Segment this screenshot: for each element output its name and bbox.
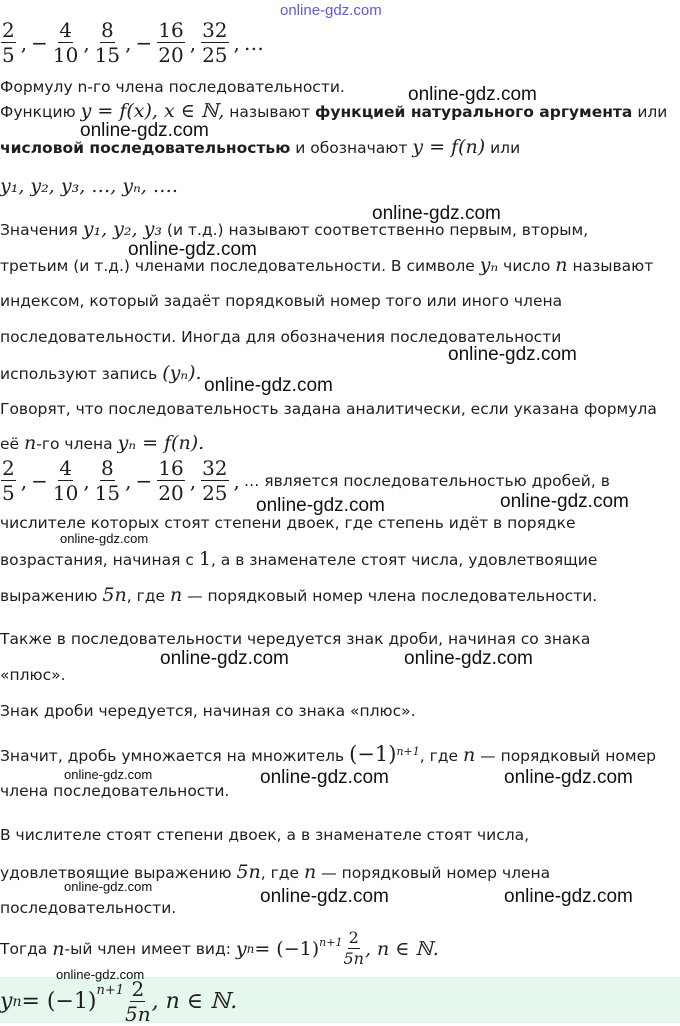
watermark: online-gdz.com (60, 531, 149, 546)
fraction-3: $\frac{8}{15}$ (94, 456, 121, 505)
fraction-2: $\frac{4}{10}$ (52, 456, 79, 505)
result-fraction: $\frac{2}{5n}$ (343, 928, 364, 968)
text-line: числителе которых стоят степени двоек, где степень идёт в порядке (0, 514, 576, 532)
text-line: Значения y₁, y₂, y₃ (и т.д.) называют соответственно первым, вторым, (0, 218, 589, 240)
text-line: Знак дроби чередуется, начиная со знака «плюс». (0, 702, 416, 720)
watermark: online-gdz.com (64, 879, 153, 894)
fraction-2: $\frac{4}{10}$ (52, 18, 79, 67)
watermark: online-gdz.com (56, 967, 145, 982)
fraction-5: $\frac{32}{25}$ (202, 18, 228, 67)
sequence-display-2: $\frac{2}{5}$ , − $\frac{4}{10}$ , $\frac{8}{15}$ , − $\frac{16}{20}$ , $\frac{32}{25}$ , … является последовательностью дробей, в (2, 456, 610, 505)
text-line: члена последовательности. (0, 782, 230, 800)
watermark: online-gdz.com (160, 648, 289, 669)
watermark: online-gdz.com (256, 495, 385, 516)
math-line: y₁, y₂, y₃, …, yₙ, …. (0, 175, 178, 197)
text-line: Значит, дробь умножается на множитель $(-1)^{n+1}$, где n — порядковый номер (0, 742, 656, 766)
sequence-display: $\frac{2}{5}$ , − $\frac{4}{10}$ , $\frac{8}{15}$ , − $\frac{16}{20}$ , $\frac{32}{25}$ , … (2, 18, 264, 67)
text-line: Функцию y = f(x), x ∈ ℕ, называют функцией натурального аргумента или (0, 100, 668, 122)
watermark: online-gdz.com (260, 886, 389, 907)
fraction-1: $\frac{2}{5}$ (2, 456, 15, 505)
watermark: online-gdz.com (500, 491, 629, 512)
watermark: online-gdz.com (64, 767, 153, 782)
watermark: online-gdz.com (408, 84, 537, 105)
fraction-5: $\frac{32}{25}$ (202, 456, 228, 505)
watermark: online-gdz.com (448, 344, 577, 365)
watermark: online-gdz.com (504, 886, 633, 907)
watermark: online-gdz.com (128, 239, 257, 260)
watermark: online-gdz.com (260, 767, 389, 788)
text-line: удовлетвоящие выражению 5n, где n — порядковый номер члена (0, 861, 551, 883)
text-line: числовой последовательностью и обозначают y = f(n) или (0, 136, 521, 158)
text-line: В числителе стоят степени двоек, а в знаменателе стоят числа, (0, 826, 530, 844)
watermark: online-gdz.com (80, 120, 209, 141)
text-line: третьим (и т.д.) членами последовательности. В символе yₙ число n называют (0, 254, 654, 276)
fraction-3: $\frac{8}{15}$ (94, 18, 121, 67)
text-line: Тогда n -ый член имеет вид: y n = (−1) n+1 $\frac{2}{5n}$ , n ∈ ℕ. (0, 928, 439, 968)
text-line: последовательности. Иногда для обозначения последовательности (0, 328, 562, 346)
text-line: используют запись (yₙ). (0, 362, 202, 384)
text-line: последовательности. (0, 899, 177, 917)
text-line: «плюс». (0, 666, 66, 684)
text-line: индексом, который задаёт порядковый номер того или иного члена (0, 292, 563, 310)
answer-box: y n = (−1) n+1 $\frac{2}{5n}$ , n ∈ ℕ. (0, 977, 680, 1023)
text-line: возрастания, начиная с 1, а в знаменателе стоят числа, удовлетвоящие (0, 548, 598, 570)
text-line: выражению 5n, где n — порядковый номер члена последовательности. (0, 584, 598, 606)
answer-fraction: $\frac{2}{5n}$ (125, 977, 151, 1026)
text-line: её n-го члена yₙ = f(n). (0, 432, 205, 454)
fraction-4: $\frac{16}{20}$ (158, 456, 184, 505)
text-line: Говорят, что последовательность задана аналитически, если указана формула (0, 400, 657, 418)
watermark: online-gdz.com (204, 375, 333, 396)
watermark-top: online-gdz.com (280, 2, 382, 19)
text-line: Формулу n-го члена последовательности. (0, 78, 345, 96)
fraction-4: $\frac{16}{20}$ (158, 18, 184, 67)
watermark: online-gdz.com (504, 767, 633, 788)
text-line: Также в последовательности чередуется знак дроби, начиная со знака (0, 630, 591, 648)
watermark: online-gdz.com (372, 203, 501, 224)
fraction-1: $\frac{2}{5}$ (2, 18, 15, 67)
watermark: online-gdz.com (404, 648, 533, 669)
